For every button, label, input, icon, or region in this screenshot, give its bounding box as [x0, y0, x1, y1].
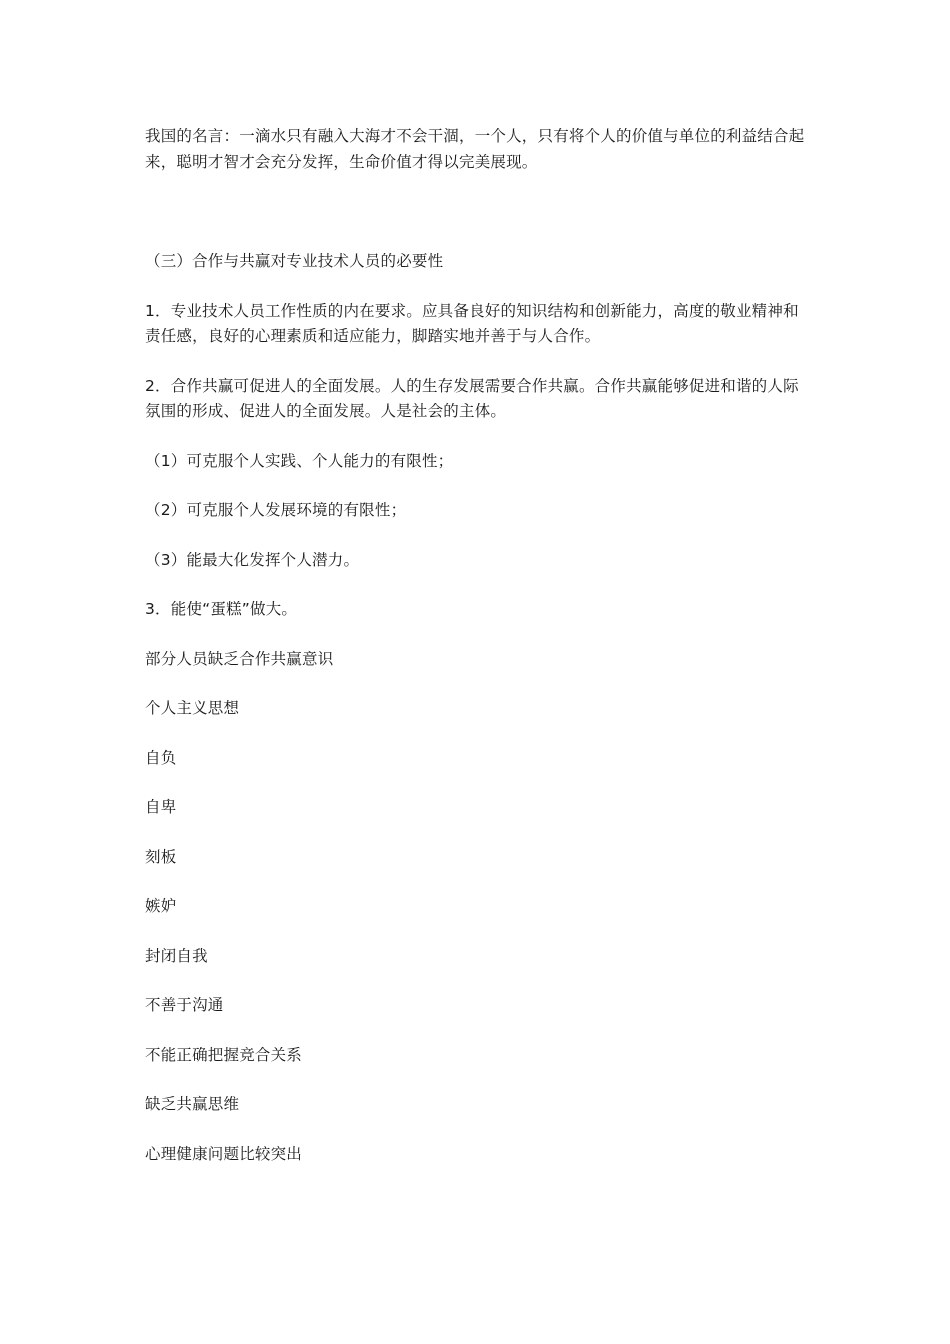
- lack-heading: 部分人员缺乏合作共赢意识: [145, 649, 334, 668]
- spacer: [145, 425, 810, 449]
- lack-item: 心理健康问题比较突出: [145, 1144, 303, 1163]
- section-heading: （三）合作与共赢对专业技术人员的必要性: [145, 252, 444, 270]
- lack-item: 嫉妒: [145, 897, 177, 915]
- lack-item: 个人主义思想: [145, 699, 240, 717]
- lack-item: 刻板: [145, 847, 177, 866]
- spacer: [145, 175, 810, 249]
- point-paragraph: （2）可克服个人发展环境的有限性；: [145, 501, 407, 519]
- lack-item: 自卑: [145, 798, 177, 816]
- lack-item: 不善于沟通: [145, 996, 224, 1014]
- spacer: [145, 1118, 810, 1142]
- spacer: [145, 722, 810, 746]
- spacer: [145, 672, 810, 696]
- point-paragraph: （3）能最大化发挥个人潜力。: [145, 550, 360, 569]
- point-paragraph: 1．专业技术人员工作性质的内在要求。应具备良好的知识结构和创新能力，高度的敬业精神和责任感，良好的心理素质和适应能力，脚踏实地并善于与人合作。: [145, 301, 799, 345]
- spacer: [145, 920, 810, 944]
- lack-item: 不能正确把握竞合关系: [145, 1045, 303, 1064]
- spacer: [145, 573, 810, 597]
- point-paragraph: 2．合作共赢可促进人的全面发展。人的生存发展需要合作共赢。合作共赢能够促进和谐的人际氛围的形成、促进人的全面发展。人是社会的主体。: [145, 376, 799, 420]
- point-paragraph: （1）可克服个人实践、个人能力的有限性；: [145, 451, 454, 470]
- spacer: [145, 969, 810, 993]
- lack-item: 封闭自我: [145, 946, 208, 965]
- point-paragraph: 3．能使“蛋糕”做大。: [145, 600, 298, 618]
- spacer: [145, 623, 810, 647]
- intro-paragraph: 我国的名言：一滴水只有融入大海才不会干涸，一个人，只有将个人的价值与单位的利益结合起来，聪明才智才会充分发挥，生命价值才得以完美展现。: [145, 127, 805, 171]
- document-body: [145, 124, 810, 1167]
- lack-item: 自负: [145, 748, 177, 767]
- spacer: [145, 1019, 810, 1043]
- spacer: [145, 1068, 810, 1092]
- spacer: [145, 350, 810, 374]
- spacer: [145, 524, 810, 548]
- spacer: [145, 870, 810, 894]
- lack-item: 缺乏共赢思维: [145, 1095, 240, 1113]
- spacer: [145, 474, 810, 498]
- spacer: [145, 821, 810, 845]
- spacer: [145, 275, 810, 299]
- spacer: [145, 771, 810, 795]
